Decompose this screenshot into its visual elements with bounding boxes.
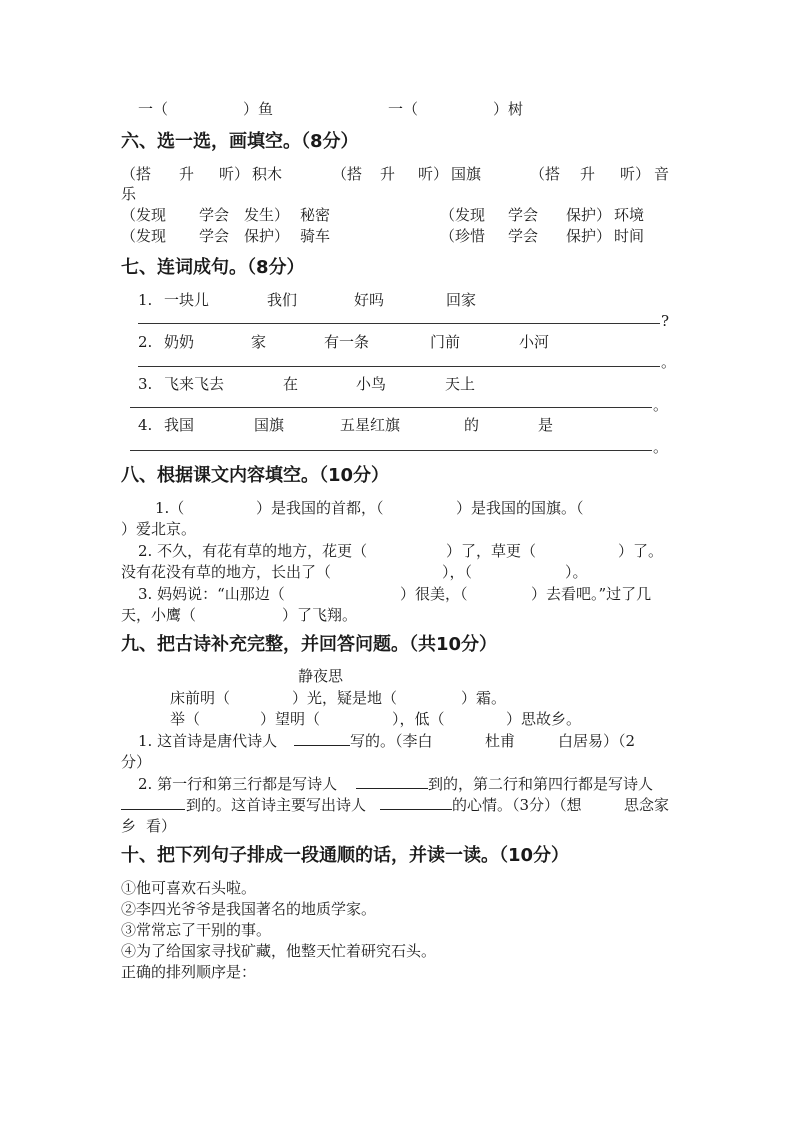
s6-r3-c1-opt1: （发现 — [121, 227, 167, 245]
top-blank-2-close: ）树 — [493, 100, 524, 118]
s6-r1-wrap: 乐 — [121, 185, 137, 203]
poem-line1-part: ）霜。 — [461, 689, 507, 707]
top-blank-1-close: ）鱼 — [243, 100, 274, 118]
s6-r1-c1-opt3: 听） — [219, 165, 250, 183]
s7-item3-word: 小鸟 — [356, 375, 387, 393]
s9-q2-blank[interactable] — [121, 795, 185, 815]
s9-q1-option: 白居易）（2 — [558, 732, 636, 750]
s7-item3-end-mark: 。 — [653, 396, 669, 414]
s7-item1-answer-line[interactable] — [138, 323, 660, 324]
s8-line1-part: ）是我国的首都，（ — [256, 499, 384, 517]
s6-r1-c1-word: 积木 — [252, 165, 283, 183]
s6-r2-c2-word: 环境 — [614, 206, 645, 224]
s6-r2-c2-opt2: 学会 — [508, 206, 539, 224]
s9-q2-option: 思念家 — [624, 796, 670, 814]
s7-item1-word: 回家 — [446, 291, 477, 309]
s6-r1-c3-opt2: 升 — [580, 165, 596, 183]
s8-line5-part: 3. 妈妈说：“山那边（ — [138, 585, 285, 603]
s6-r1-c3-opt1: （搭 — [530, 165, 561, 183]
s6-r2-c1-opt2: 学会 — [199, 206, 230, 224]
s7-item1-number: 1. — [138, 291, 153, 309]
s7-item4-word: 五星红旗 — [340, 416, 401, 434]
section-6-title: 六、选一选，画填空。（8分） — [121, 131, 359, 152]
s6-r1-c2-opt3: 听） — [418, 165, 449, 183]
s7-item1-word: 一块儿 — [164, 291, 210, 309]
s7-item2-word: 小河 — [519, 333, 550, 351]
s6-r3-c2-opt2: 学会 — [508, 227, 539, 245]
s8-line4-part: ）。 — [565, 563, 588, 581]
s6-r2-c1-opt1: （发现 — [121, 206, 167, 224]
s6-r3-c1-word: 骑车 — [300, 227, 331, 245]
top-blank-2-open: 一（ — [388, 100, 419, 118]
s7-item4-word: 我国 — [164, 416, 195, 434]
s8-line5-part: ）很美，（ — [400, 585, 468, 603]
section-9-title: 九、把古诗补充完整，并回答问题。（共10分） — [121, 634, 498, 655]
s9-q1-part: 写的。（李白 — [350, 732, 433, 750]
s9-q2-blank[interactable] — [356, 774, 428, 794]
s8-line3-part: ）了。 — [618, 542, 664, 560]
s7-item3-answer-line[interactable] — [130, 407, 652, 408]
s9-q2-blank[interactable] — [380, 795, 452, 815]
s7-item4-word: 是 — [538, 416, 554, 434]
s7-item2-number: 2. — [138, 333, 153, 351]
s9-q2-part: 2. 第一行和第三行都是写诗人 — [138, 775, 338, 793]
s9-q2-part: 的心情。（3分）（想 — [452, 796, 582, 814]
s7-item3-word: 天上 — [445, 375, 476, 393]
s6-r2-c1-opt3: 发生） — [244, 206, 290, 224]
s6-r1-c3-opt3: 听） — [620, 165, 651, 183]
section-7-title: 七、连词成句。（8分） — [121, 257, 305, 278]
s7-item3-word: 在 — [283, 375, 299, 393]
poem-title: 静夜思 — [298, 667, 344, 685]
s9-q1-part: 1. 这首诗是唐代诗人 — [138, 732, 278, 750]
s9-q1-score: 分） — [121, 753, 152, 771]
s7-item1-word: 好吗 — [354, 291, 385, 309]
s6-r1-c1-opt1: （搭 — [121, 165, 152, 183]
s10-sentence: ②李四光爷爷是我国著名的地质学家。 — [121, 900, 377, 918]
s6-r2-c2-opt1: （发现 — [440, 206, 486, 224]
s7-item4-word: 国旗 — [254, 416, 285, 434]
s7-item3-number: 3. — [138, 375, 153, 393]
s6-r2-c2-opt3: 保护） — [566, 206, 612, 224]
poem-line2-part: ）望明（ — [260, 710, 321, 728]
section-10-title: 十、把下列句子排成一段通顺的话，并读一读。（10分） — [121, 845, 570, 866]
top-blank-1-open: 一（ — [138, 100, 169, 118]
s7-item4-answer-line[interactable] — [130, 450, 652, 451]
s10-sentence: ①他可喜欢石头啦。 — [121, 879, 257, 897]
s6-r1-c1-opt2: 升 — [179, 165, 195, 183]
poem-line1-part: 床前明（ — [170, 689, 231, 707]
s7-item2-answer-line[interactable] — [138, 366, 660, 367]
s7-item3-word: 飞来飞去 — [164, 375, 225, 393]
s7-item2-word: 家 — [251, 333, 267, 351]
s9-q2-part: 到的。这首诗主要写出诗人 — [186, 796, 367, 814]
s7-item2-word: 有一条 — [324, 333, 370, 351]
s6-r1-c2-word: 国旗 — [451, 165, 482, 183]
s8-line1-part: 1.（ — [155, 499, 185, 517]
s6-r3-c1-opt3: 保护） — [244, 227, 290, 245]
s8-line4-part: ），（ — [442, 563, 473, 581]
s7-item4-word: 的 — [464, 416, 480, 434]
poem-line2-part: 举（ — [170, 710, 201, 728]
s7-item4-end-mark: 。 — [653, 438, 669, 456]
s8-line5-part: ）去看吧。”过了几 — [531, 585, 652, 603]
s8-line1-part: ）是我国的国旗。（ — [456, 499, 584, 517]
s9-q1-option: 杜甫 — [485, 732, 516, 750]
s10-sentence: ④为了给国家寻找矿藏，他整天忙着研究石头。 — [121, 942, 437, 960]
s8-line4-part: 没有花没有草的地方，长出了（ — [121, 563, 332, 581]
s9-q2-part: 到的，第二行和第四行都是写诗人 — [428, 775, 654, 793]
s8-line3-part: 2. 不久，有花有草的地方，花更（ — [138, 542, 368, 560]
section-8-title: 八、根据课文内容填空。（10分） — [121, 465, 390, 486]
s7-item4-number: 4. — [138, 416, 153, 434]
poem-line2-part: ），低（ — [392, 710, 445, 728]
s10-sentence: ③常常忘了干别的事。 — [121, 921, 272, 939]
s6-r3-c1-opt2: 学会 — [199, 227, 230, 245]
s9-q2-option: 看） — [146, 817, 177, 835]
s6-r1-c2-opt2: 升 — [380, 165, 396, 183]
s7-item1-end-mark: ? — [661, 312, 670, 330]
s8-line6-part: ）了飞翔。 — [282, 606, 358, 624]
s6-r1-c2-opt1: （搭 — [332, 165, 363, 183]
s10-answer-label: 正确的排列顺序是： — [121, 963, 257, 981]
s6-r2-c1-word: 秘密 — [300, 206, 331, 224]
s8-line2: ）爱北京。 — [121, 520, 197, 538]
s6-r3-c2-opt1: （珍惜 — [440, 227, 486, 245]
s7-item2-end-mark: 。 — [661, 353, 677, 371]
poem-line2-part: ）思故乡。 — [506, 710, 582, 728]
s8-line3-part: ）了，草更（ — [446, 542, 537, 560]
s8-line6-part: 天，小鹰（ — [121, 606, 197, 624]
poem-line1-part: ）光，疑是地（ — [292, 689, 398, 707]
s7-item2-word: 奶奶 — [164, 333, 195, 351]
s7-item1-word: 我们 — [267, 291, 298, 309]
s9-q1-blank[interactable] — [294, 731, 350, 751]
s6-r3-c2-opt3: 保护） — [566, 227, 612, 245]
s6-r3-c2-word: 时间 — [614, 227, 645, 245]
s6-r1-c3-word: 音 — [654, 165, 670, 183]
s7-item2-word: 门前 — [430, 333, 461, 351]
s9-q2-option: 乡 — [121, 817, 137, 835]
